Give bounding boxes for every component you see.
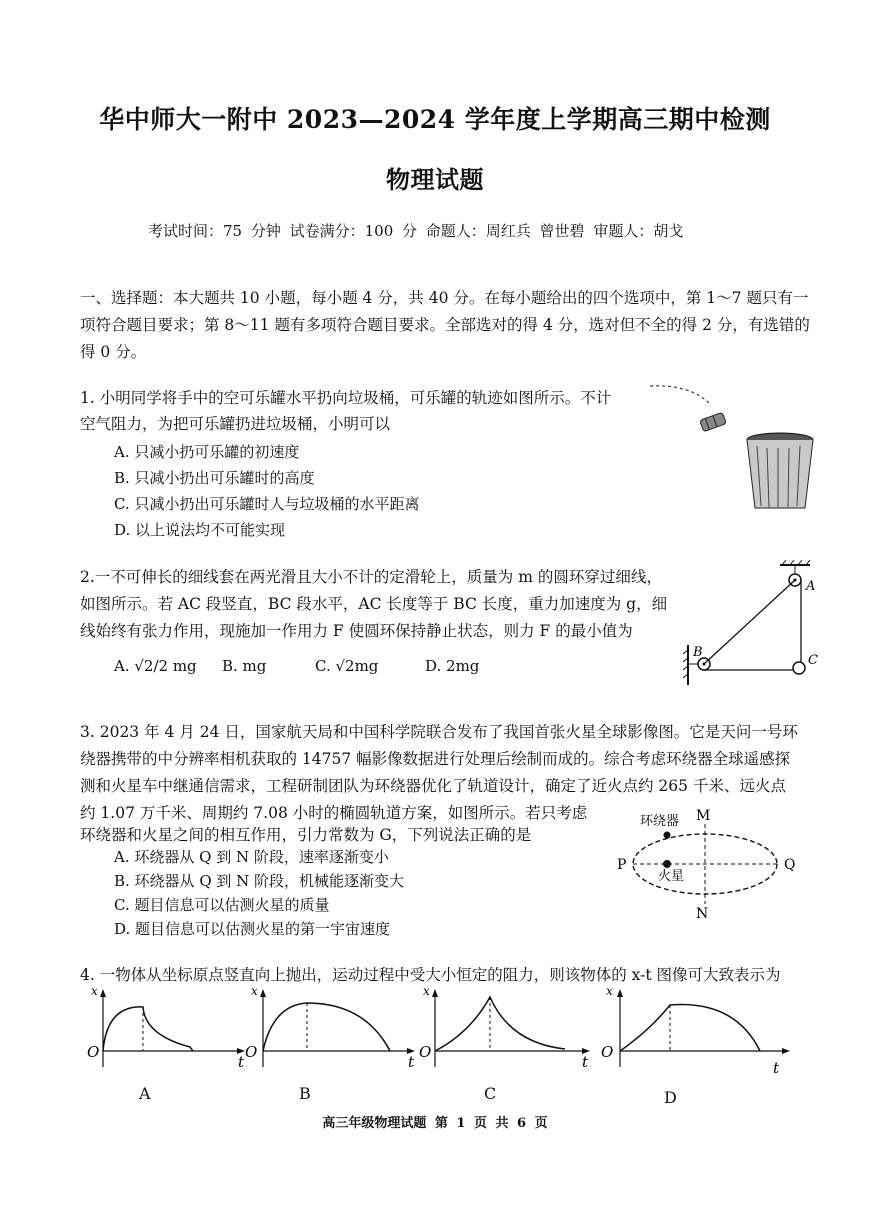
mars-dot — [663, 860, 671, 868]
exam-info: 考试时间：75 分钟 试卷满分：100 分 命题人：周红兵 曾世碧 审题人：胡戈 — [148, 222, 684, 240]
graph-c-caption: C — [484, 1084, 497, 1103]
q3-stem-line3: 测和火星车中继通信需求，工程研制团队为环绕器优化了轨道设计，确定了近火点约 265 千米、远火点 — [80, 777, 786, 795]
q2-option-b: B. mg — [222, 657, 267, 675]
page-footer: 高三年级物理试题 第 1 页 共 6 页 — [322, 1116, 548, 1131]
q1-figure-trashcan — [645, 378, 820, 518]
graph-d-t-label: t — [773, 1059, 780, 1077]
graph-b-caption: B — [299, 1084, 311, 1103]
graph-c-t-label: t — [582, 1053, 589, 1071]
q2-stem-line3: 线始终有张力作用，现施加一作用力 F 使圆环保持静止状态，则力 F 的最小值为 — [80, 622, 633, 640]
graph-b-origin: O — [245, 1043, 258, 1061]
graph-c-x-label: x — [423, 985, 430, 998]
label-mars: 火星 — [658, 869, 685, 884]
section-instructions: 一、选择题：本大题共 10 小题，每小题 4 分，共 40 分。在每小题给出的四个选项中，第 1～7 题只有一项符合题目要求；第 8～11 题有多项符合题目要求。全部选对的得 4 分，选对但不全的得 2 分，有选错的得 0 分。 — [80, 289, 810, 361]
q3-stem-line4: 约 1.07 万千米、周期约 7.08 小时的椭圆轨道方案，如图所示。若只考虑 — [80, 804, 588, 822]
q2-option-d: D. 2mg — [425, 657, 480, 675]
q2-figure-pulleys — [680, 560, 820, 695]
q2-stem-line2: 如图所示。若 AC 段竖直，BC 段水平，AC 长度等于 BC 长度，重力加速度为 g，细 — [80, 595, 668, 613]
q3-figure-orbit — [610, 800, 810, 920]
q2-option-a: A. √2/2 mg — [114, 657, 197, 675]
graph-b-t-label: t — [408, 1053, 415, 1071]
cola-can-icon — [700, 412, 727, 431]
trash-can-icon — [747, 433, 813, 508]
q1-stem-line2: 空气阻力，为把可乐罐扔进垃圾桶，小明可以 — [80, 415, 391, 433]
label-m: M — [696, 808, 711, 824]
graph-b — [245, 985, 415, 1071]
graph-b-x-label: x — [251, 985, 258, 998]
graph-a-caption: A — [139, 1084, 151, 1103]
graph-d-origin: O — [601, 1043, 614, 1061]
q4-graphs — [85, 985, 795, 1085]
label-b: B — [693, 645, 703, 660]
label-c: C — [808, 653, 818, 668]
graph-c-origin: O — [419, 1043, 432, 1061]
label-p: P — [617, 857, 627, 873]
label-n: N — [696, 906, 709, 920]
label-orbiter: 环绕器 — [640, 814, 680, 829]
label-q: Q — [784, 857, 796, 873]
q3-option-a: A. 环绕器从 Q 到 N 阶段，速率逐渐变小 — [114, 848, 389, 866]
orbiter-dot — [664, 832, 671, 839]
q1-stem-line1: 1. 小明同学将手中的空可乐罐水平扔向垃圾桶，可乐罐的轨迹如图所示。不计 — [80, 389, 612, 407]
graph-d — [601, 985, 790, 1077]
exam-subtitle: 物理试题 — [386, 165, 484, 194]
can-trajectory — [650, 386, 710, 404]
graph-a-x-label: x — [91, 985, 98, 998]
label-a: A — [806, 579, 816, 594]
graph-a — [87, 985, 245, 1071]
q1-option-b: B. 只减小扔出可乐罐时的高度 — [114, 469, 315, 487]
q1-option-a: A. 只减小扔可乐罐的初速度 — [114, 443, 300, 461]
q3-option-b: B. 环绕器从 Q 到 N 阶段，机械能逐渐变大 — [114, 872, 405, 890]
exam-title: 华中师大一附中 2023—2024 学年度上学期高三期中检测 — [99, 105, 771, 134]
graph-d-caption: D — [664, 1088, 677, 1107]
q2-option-c: C. √2mg — [315, 657, 379, 675]
q3-stem-line1: 3. 2023 年 4 月 24 日，国家航天局和中国科学院联合发布了我国首张火星全球影像图。它是天问一号环 — [80, 723, 798, 741]
graph-a-t-label: t — [238, 1053, 245, 1071]
graph-d-x-label: x — [606, 985, 613, 998]
graph-c — [419, 985, 590, 1071]
q3-option-c: C. 题目信息可以估测火星的质量 — [114, 896, 330, 914]
q2-stem-line1: 2.一不可伸长的细线套在两光滑且大小不计的定滑轮上，质量为 m 的圆环穿过细线， — [80, 568, 662, 586]
q3-stem-line5: 环绕器和火星之间的相互作用，引力常数为 G，下列说法正确的是 — [80, 826, 532, 844]
graph-a-origin: O — [87, 1043, 100, 1061]
q4-stem: 4. 一物体从坐标原点竖直向上抛出，运动过程中受大小恒定的阻力，则该物体的 x-t 图像可大致表示为 — [80, 966, 781, 984]
q1-option-d: D. 以上说法均不可能实现 — [114, 521, 286, 539]
ring-c — [793, 662, 805, 674]
q1-option-c: C. 只减小扔出可乐罐时人与垃圾桶的水平距离 — [114, 495, 420, 513]
q3-option-d: D. 题目信息可以估测火星的第一宇宙速度 — [114, 920, 391, 938]
q3-stem-line2: 绕器携带的中分辨率相机获取的 14757 幅影像数据进行处理后绘制而成的。综合考虑环绕器全球遥感探 — [80, 750, 791, 768]
